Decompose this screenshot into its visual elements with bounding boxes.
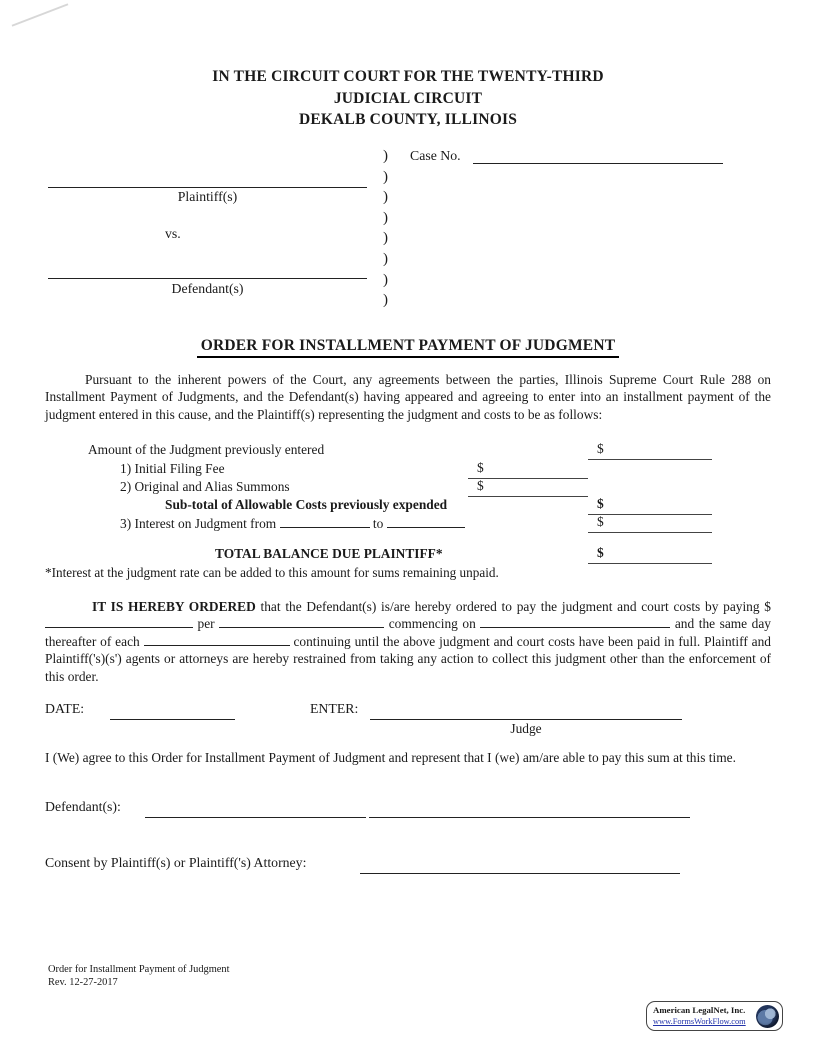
payment-amount-field[interactable] xyxy=(45,615,193,628)
enter-label: ENTER: xyxy=(310,701,359,716)
case-number-field[interactable] xyxy=(473,148,723,164)
interest-to-word: to xyxy=(372,516,384,531)
consent-label: Consent by Plaintiff(s) or Plaintiff('s) Attorney: xyxy=(45,855,307,870)
date-label: DATE: xyxy=(45,701,85,716)
logo-text xyxy=(653,1005,756,1027)
commencement-date-field[interactable] xyxy=(480,615,670,628)
judgment-amount-field[interactable] xyxy=(588,441,712,460)
judgment-amount-label: Amount of the Judgment previously entered xyxy=(88,442,325,457)
subtotal-row xyxy=(45,497,771,513)
footer-form-name: Order for Installment Payment of Judgment xyxy=(48,964,230,975)
filing-fee-label: 1) Initial Filing Fee xyxy=(120,461,225,476)
paren-glyph: ) xyxy=(383,292,388,309)
interest-row xyxy=(45,515,771,531)
paren-glyph: ) xyxy=(383,250,388,267)
intro-paragraph: Pursuant to the inherent powers of the Court, any agreements between the parties, Illinois Supreme Court Rule 288 on Installment Payment of Judgments, and the Defendant(s) having appeared and agreeing to enter into an installment payment of the judgment entered in this cause, and the Plaintiff(s) representing the judgment and costs to be as follows: xyxy=(45,372,771,422)
order-middle-words: and the same day thereafter of each xyxy=(45,616,771,649)
summons-row xyxy=(45,479,771,495)
case-number-row xyxy=(410,148,723,164)
interest-label: 3) Interest on Judgment from xyxy=(120,516,277,531)
filing-fee-row xyxy=(45,461,771,477)
case-number-label: Case No. xyxy=(410,148,461,163)
interest-to-date-field[interactable] xyxy=(387,515,465,528)
order-text-1: that the Defendant(s) is/are hereby ordered to pay the judgment and court costs by paying $ xyxy=(255,599,771,614)
subtotal-costs-field[interactable] xyxy=(588,496,712,515)
dollar-sign: $ xyxy=(477,460,484,475)
plaintiff-consent-signature-field[interactable] xyxy=(360,858,680,874)
total-row xyxy=(45,546,771,562)
paren-glyph: ) xyxy=(383,189,388,206)
vs-label: vs. xyxy=(165,226,181,241)
paren-glyph: ) xyxy=(383,230,388,247)
summons-label: 2) Original and Alias Summons xyxy=(120,479,290,494)
case-caption xyxy=(0,0,816,330)
paren-glyph: ) xyxy=(383,271,388,288)
court-name-line1: IN THE CIRCUIT COURT FOR THE TWENTY-THIRD xyxy=(212,68,604,85)
defendant-signature-row xyxy=(45,799,771,821)
consent-row xyxy=(45,855,771,877)
court-name-line3: DEKALB COUNTY, ILLINOIS xyxy=(298,111,518,128)
total-balance-label: TOTAL BALANCE DUE PLAINTIFF* xyxy=(215,546,443,561)
date-field[interactable] xyxy=(110,704,235,720)
paren-glyph: ) xyxy=(383,209,388,226)
judgment-amount-row xyxy=(45,442,771,458)
paren-glyph: ) xyxy=(383,148,388,164)
form-title: ORDER FOR INSTALLMENT PAYMENT OF JUDGMENT xyxy=(197,337,620,358)
form-title-wrap xyxy=(0,337,816,358)
payment-day-field[interactable] xyxy=(144,633,290,646)
defendant-signature-field-2[interactable] xyxy=(369,802,690,818)
agreement-paragraph: I (We) agree to this Order for Installment Payment of Judgment and represent that I (we) am/are able to pay this sum at this time. xyxy=(45,750,736,765)
order-tail: continuing until the above judgment and court costs have been paid in full. Plaintiff and Plaintiff('s)(s') agents or attorneys are hereby restrained from taking any action to collect this judgment other than the enforcement of this order. xyxy=(45,633,771,684)
footer-revision-date: Rev. 12-27-2017 xyxy=(48,977,118,988)
order-paragraph xyxy=(45,598,771,685)
document-footer xyxy=(48,963,230,989)
order-per-word: per xyxy=(197,616,215,632)
dollar-sign: $ xyxy=(597,441,604,456)
defendant-name-field[interactable] xyxy=(48,278,367,279)
interest-from-date-field[interactable] xyxy=(280,515,370,528)
dollar-sign: $ xyxy=(597,545,604,560)
subtotal-label: Sub-total of Allowable Costs previously expended xyxy=(165,497,448,512)
total-balance-field[interactable] xyxy=(588,545,712,564)
plaintiff-name-field[interactable] xyxy=(48,187,367,188)
logo-company-name: American LegalNet, Inc. xyxy=(653,1005,746,1015)
defendant-signature-field-1[interactable] xyxy=(145,802,366,818)
amounts-section xyxy=(45,440,771,570)
court-name-line2: JUDICIAL CIRCUIT xyxy=(333,89,483,107)
caption-paren-column xyxy=(383,146,388,311)
formsworkflow-link[interactable]: www.FormsWorkFlow.com xyxy=(653,1017,746,1026)
defendant-label: Defendant(s) xyxy=(171,281,244,296)
dollar-sign: $ xyxy=(597,496,604,511)
interest-footnote: *Interest at the judgment rate can be added to this amount for sums remaining unpaid. xyxy=(45,565,499,580)
dollar-sign: $ xyxy=(597,514,604,529)
execution-row xyxy=(45,701,771,741)
dollar-sign: $ xyxy=(477,478,484,493)
payment-frequency-field[interactable] xyxy=(219,615,384,628)
plaintiff-label: Plaintiff(s) xyxy=(177,189,238,204)
judge-signature-field[interactable] xyxy=(370,704,682,720)
order-lead: IT IS HEREBY ORDERED xyxy=(92,599,256,614)
filing-fee-field[interactable] xyxy=(468,460,588,479)
summons-fee-field[interactable] xyxy=(468,478,588,497)
judge-label: Judge xyxy=(510,721,542,736)
interest-amount-field[interactable] xyxy=(588,514,712,533)
globe-icon xyxy=(756,1005,779,1028)
defendant-signature-label: Defendant(s): xyxy=(45,799,121,814)
paren-glyph: ) xyxy=(383,168,388,185)
american-legalnet-logo xyxy=(646,1001,783,1031)
order-commencing-words: commencing on xyxy=(388,616,476,632)
